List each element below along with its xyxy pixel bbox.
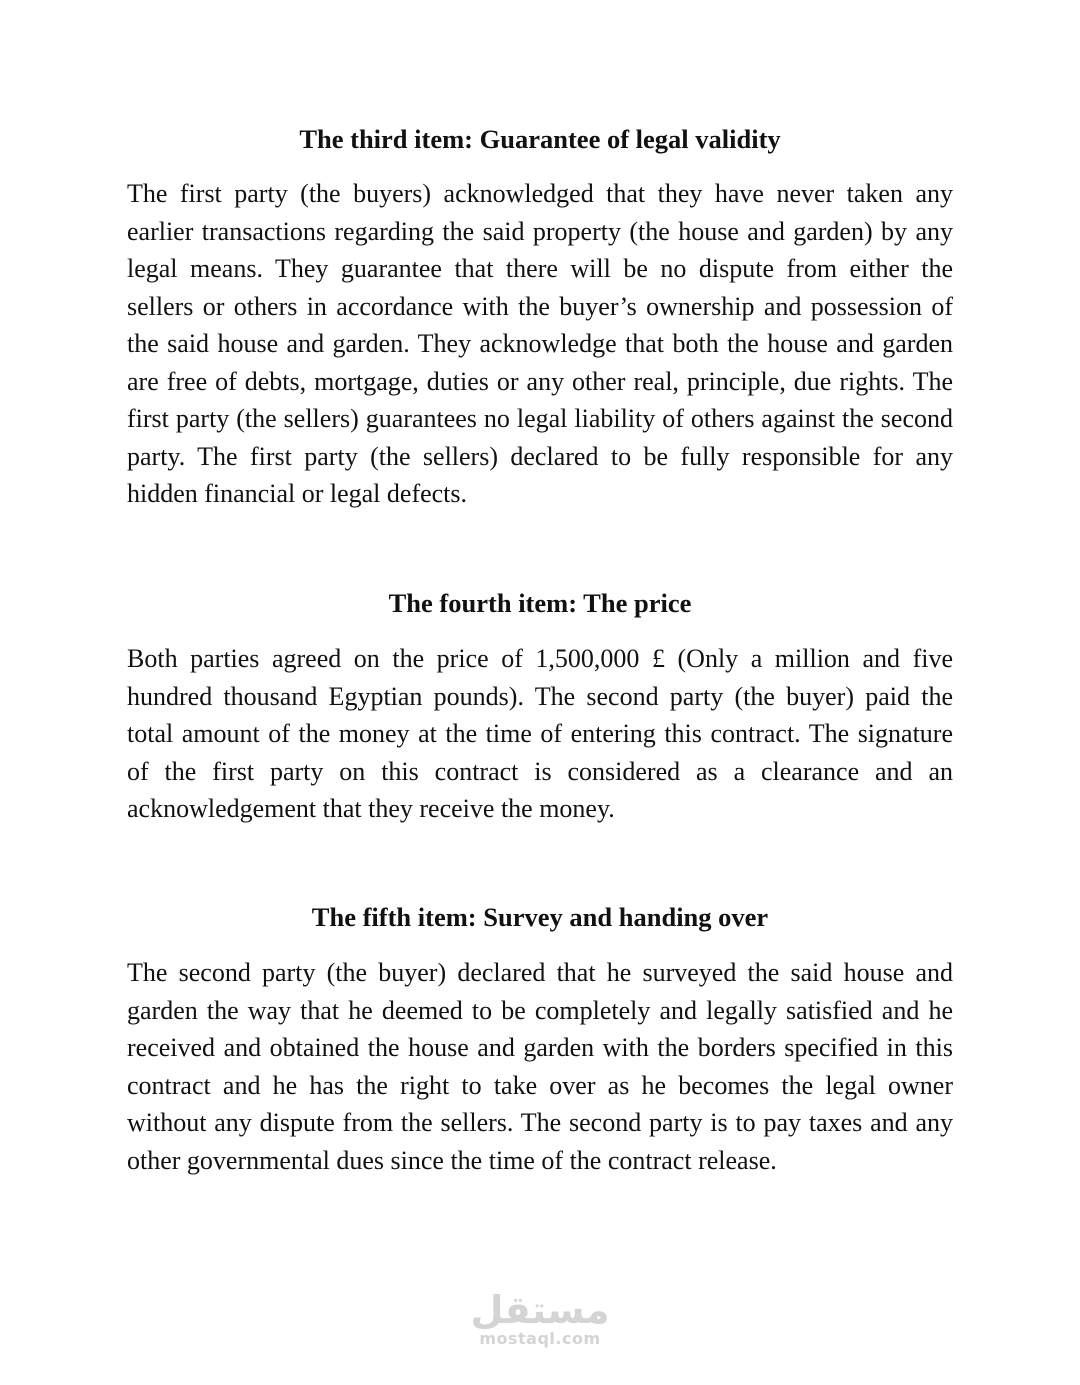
watermark-logo-url: mostaql.com — [479, 1329, 601, 1348]
section-title-guarantee: The third item: Guarantee of legal validity — [299, 124, 781, 154]
section-title-price: The fourth item: The price — [388, 588, 692, 618]
section-body-survey: The second party (the buyer) declared that he surveyed the said house and garden the way that he deemed to be completely and legally satisfied and he received and obtained the house and garden with the borders specified in this contract and he has the right to take over as he becomes the legal owner without any dispute from the sellers. The second party is to pay taxes and any other governmental dues since the time of the contract release. — [127, 958, 953, 1175]
watermark-logo-arabic: مستقل — [470, 1288, 610, 1332]
section-body-price: Both parties agreed on the price of 1,500,000 £ (Only a million and five hundred thousand Egyptian pounds). The second party (the buyer) paid the total amount of the money at the time of entering this contract. The signature of the first party on this contract is considered as a clearance and an acknowledgement that they receive the money. — [127, 644, 953, 823]
section-title-survey: The fifth item: Survey and handing over — [311, 902, 769, 932]
mostaql-watermark — [470, 1290, 610, 1360]
section-body-guarantee: The first party (the buyers) acknowledged that they have never taken any earlier transactions regarding the said property (the house and garden) by any legal means. They guarantee that there will be no dispute from either the sellers or others in accordance with the buyer’s ownership and possession of the said house and garden. They acknowledge that both the house and garden are free of debts, mortgage, duties or any other real, principle, due rights. The first party (the sellers) guarantees no legal liability of others against the second party. The first party (the sellers) declared to be fully responsible for any hidden financial or legal defects. — [127, 179, 953, 508]
